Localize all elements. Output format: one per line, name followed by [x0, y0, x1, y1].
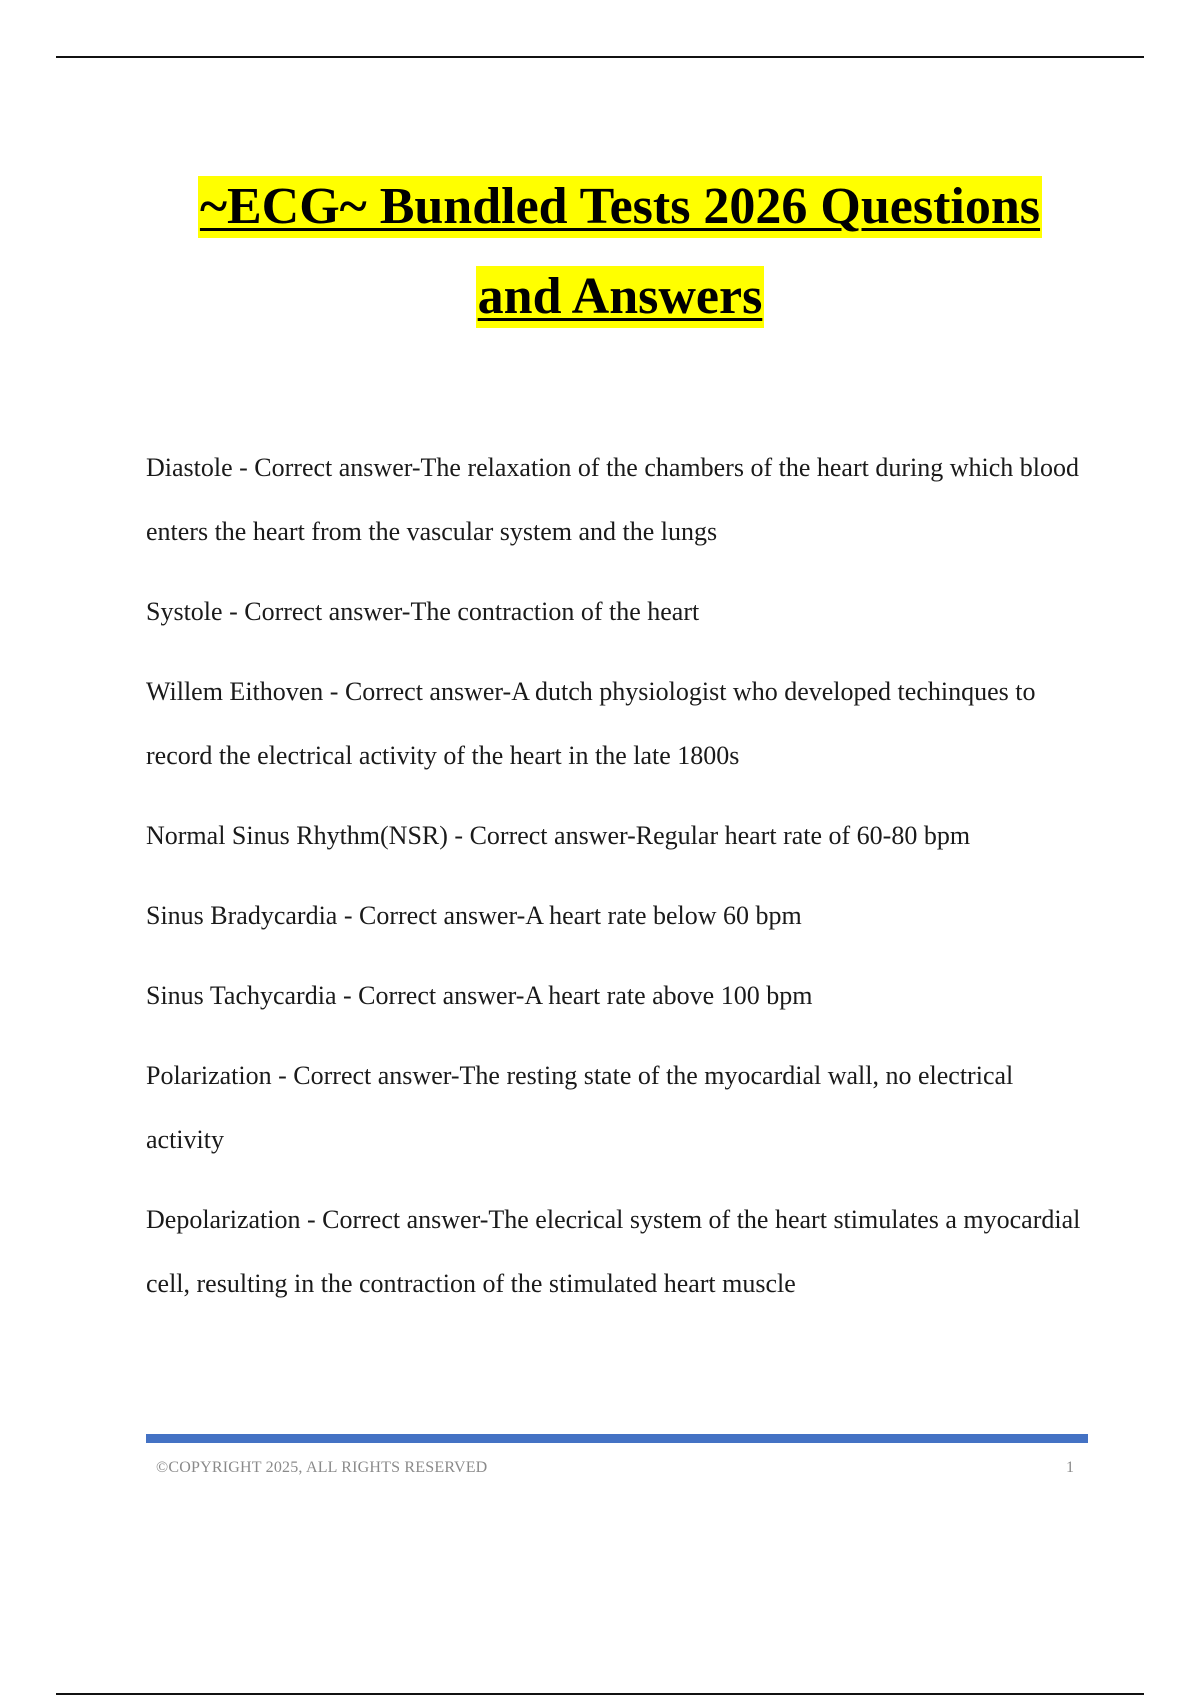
qa-entry-sinus-bradycardia: Sinus Bradycardia - Correct answer-A heart rate below 60 bpm [146, 901, 802, 930]
page-title [100, 176, 1140, 328]
bottom-rule [56, 1693, 1144, 1695]
title-line-2: and Answers [476, 266, 765, 328]
qa-entry-normal-sinus-rhythm: Normal Sinus Rhythm(NSR) - Correct answer-Regular heart rate of 60-80 bpm [146, 821, 971, 850]
footer-bar [146, 1434, 1088, 1443]
top-rule [56, 56, 1144, 58]
qa-entry-willem-eithoven: Willem Eithoven - Correct answer-A dutch physiologist who developed techinques to record the electrical activity of the heart in the late 1800s [146, 677, 1036, 770]
page-number: 1 [1066, 1459, 1074, 1476]
qa-entry-diastole: Diastole - Correct answer-The relaxation of the chambers of the heart during which blood enters the heart from the vascular system and the lungs [146, 453, 1079, 546]
qa-entry-depolarization: Depolarization - Correct answer-The elecrical system of the heart stimulates a myocardial cell, resulting in the contraction of the stimulated heart muscle [146, 1205, 1081, 1298]
footer-copyright: ©COPYRIGHT 2025, ALL RIGHTS RESERVED [156, 1459, 488, 1476]
qa-entry-sinus-tachycardia: Sinus Tachycardia - Correct answer-A heart rate above 100 bpm [146, 981, 813, 1010]
qa-entry-polarization: Polarization - Correct answer-The resting state of the myocardial wall, no electrical activity [146, 1061, 1014, 1154]
qa-list [146, 436, 1096, 1332]
qa-entry-systole: Systole - Correct answer-The contraction of the heart [146, 597, 700, 626]
title-line-1: ~ECG~ Bundled Tests 2026 Questions [198, 176, 1042, 238]
